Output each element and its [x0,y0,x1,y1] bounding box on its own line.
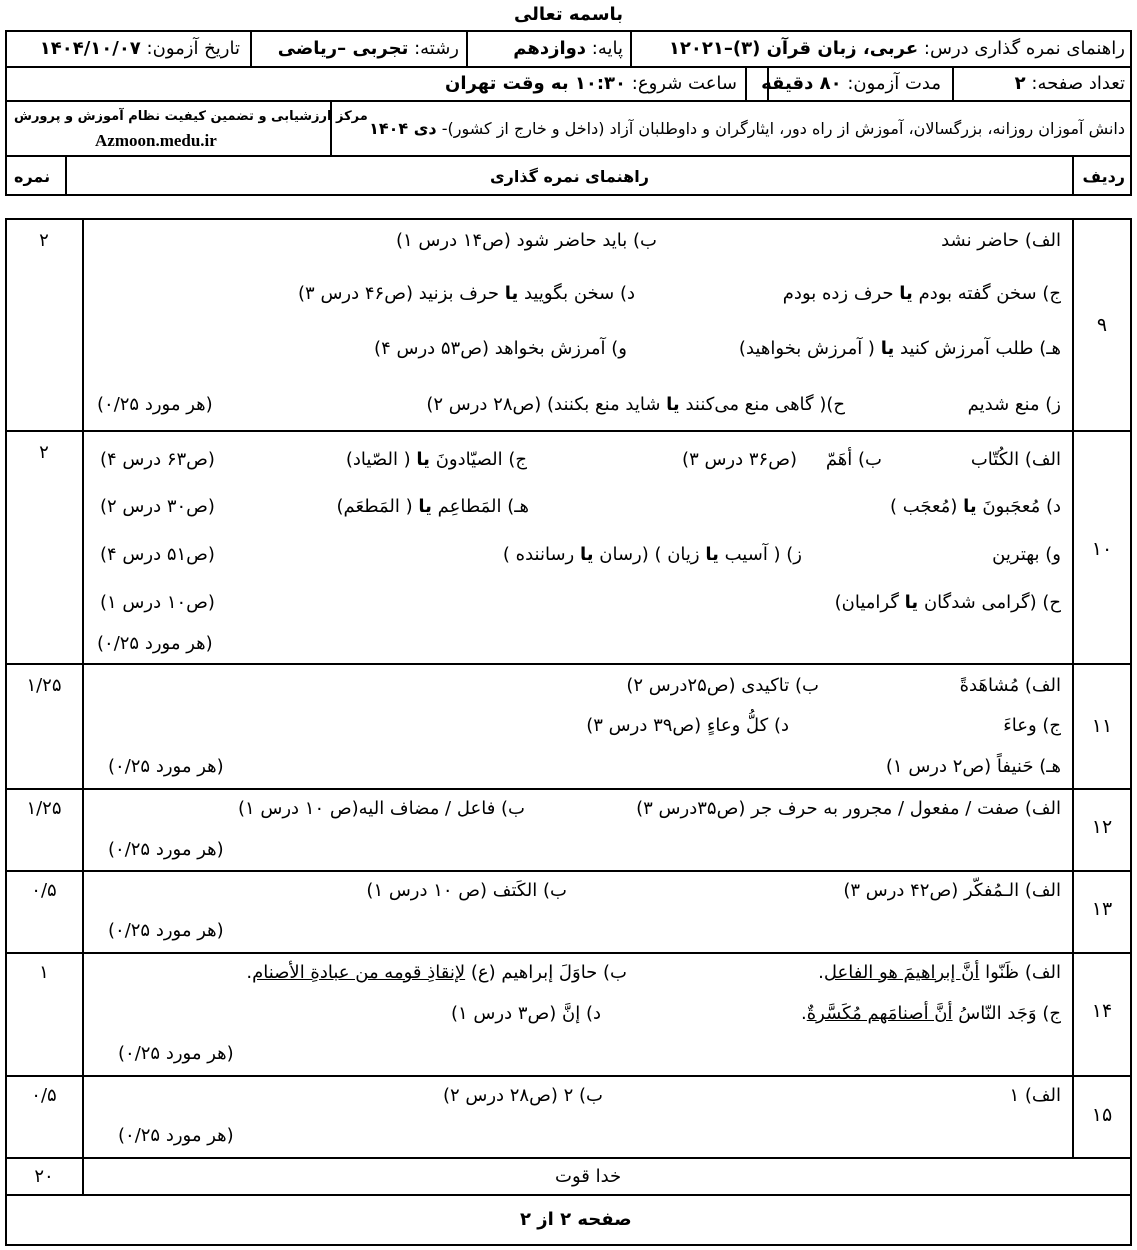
answer-a-text: الف) ظَنّوا [985,962,1061,983]
answer-e-text: هـ) طلب آمرزش کنید [899,338,1061,359]
divider [5,663,1132,665]
answer-b: ب) تاکیدی (ص۲۵درس ۲) [626,675,819,696]
answer-f: و) آمرزش بخواهد (ص۵۳ درس ۴) [374,338,627,359]
field-value: تجربی –ریاضی [277,38,409,59]
answer-c-alt: ( الصّیاد) [345,449,411,470]
field-label: رشته: [414,38,459,59]
answer-d-text: د) مُعجَبونَ [982,496,1061,517]
or-word: یا [705,544,719,565]
answer-e-alt: ( آمرزش بخواهید) [738,338,875,359]
answer-c-alt: حرف زده بودم [782,283,894,304]
each-item-note: (هر مورد ۰/۲۵) [108,920,224,941]
or-word: یا [504,283,519,304]
divider [630,30,632,66]
grade-label: پایه: [591,38,623,59]
grade-field [513,38,623,60]
divider [952,66,954,100]
answer-e-text: هـ) المَطاعِم [437,496,529,517]
answer-c-underlined: أنَّ أصنامَهم مُکَسَّرةٌ [806,1003,953,1024]
answer-g-text: ز) ( آسیب [724,544,802,565]
answer-c: ج) وعاءَ [1003,715,1061,736]
answer-a: الف) صفت / مفعول / مجرور به حرف جر (ص۳۵درس ۳) [636,798,1061,819]
divider [5,1075,1132,1077]
duration-value: ۸۰ دقیقه [761,73,842,94]
each-item-note: (هر مورد ۰/۲۵) [108,839,224,860]
answer-b-underlined: لإنقاذِ قومه من عبادةِ الأصنام [252,962,466,983]
org-site: Azmoon.medu.ir [95,131,217,150]
pages-field [1015,73,1125,95]
answer-d [298,283,635,305]
pages-label: تعداد صفحه: [1031,73,1125,94]
question-number: ۱۱ [1091,715,1113,737]
divider [5,66,1132,68]
question-score: ۱/۲۵ [26,798,62,819]
answer-b: ب) أهَمّ [825,449,882,470]
each-item-note: (هر مورد ۰/۲۵) [108,756,224,777]
each-item-note: (هر مورد ۰/۲۵) [118,1043,234,1064]
start-field [445,73,737,95]
or-word: یا [666,394,680,415]
subject-field [669,38,1125,60]
answer-g [503,544,802,566]
answer-g: ز) منع شدیم [967,394,1061,415]
answer-h [835,592,1061,614]
subject-value: عربی، زبان قرآن (۳)–۱۲۰۲۱ [668,38,919,59]
grade-value: دوازدهم [513,38,587,59]
divider [5,430,1132,432]
answer-a: الف) الکُتّاب [970,449,1061,470]
answer-d [890,496,1061,518]
answer-d-alt: حرف بزنید (ص۴۶ درس ۳) [298,283,499,304]
answer-d: د) کلُّ وعاءٍ (ص۳۹ درس ۳) [586,715,789,736]
answer-d-text: د) سخن بگویید [523,283,635,304]
date-field [40,38,240,60]
answer-a: الف) حاضر نشد [941,230,1061,251]
answer-c: ج) وَجَد النّاسُ أنَّ أصنامَهم مُکَسَّرةٌ. [801,1003,1061,1024]
divider [5,870,1132,872]
or-word: یا [418,496,432,517]
answer-c-text: ج) وَجَد النّاسُ [958,1003,1061,1024]
divider [5,100,1132,102]
org-name: مرکز ارزشیابی و تضمین کیفیت نظام آموزش و پرورش [14,109,368,124]
answer-g-alt2: رساننده ) [502,544,575,565]
answer-f: و) بهترین [992,544,1061,565]
divider [745,66,747,100]
answer-g-alt: زیان ) (رسان [599,544,700,565]
audience-field [369,118,1125,140]
question-score: ۰/۵ [31,1085,57,1106]
divider [5,952,1132,954]
start-label: ساعت شروع: [631,73,737,94]
answer-e: هـ) حَنیفاً (ص۲ درس ۱) [885,756,1061,777]
divider [466,30,468,66]
answer-b: ب) الکَتف (ص ۱۰ درس ۱) [366,880,567,901]
or-word: یا [904,592,919,613]
answer-a: الف) ۱ [1009,1085,1061,1106]
or-word: یا [579,544,594,565]
answer-b-text: ب) حاوَلَ إبراهیم (ع) [470,962,627,983]
answer-h [426,394,845,416]
page-title: باسمه تعالی [513,4,624,25]
answer-d: د) إنَّ (ص۳ درس ۱) [451,1003,601,1024]
answer-c-text: ج) سخن گفته بودم [918,283,1061,304]
answer-h-text: ح) (گرامی شدگان [923,592,1061,613]
or-word: یا [899,283,913,304]
answer-e [739,338,1061,360]
question-score: ۰/۵ [31,880,57,901]
col-guide-header: راهنمای نمره گذاری [490,167,649,186]
divider [5,788,1132,790]
divider [5,155,1132,157]
question-number: ۹ [1096,314,1108,336]
divider [5,1157,1132,1159]
answer-e-alt: ( المَطعَم) [336,496,413,517]
field-field [278,38,459,60]
date-label: تاریخ آزمون: [146,38,240,59]
audience-text: دانش آموزان روزانه، بزرگسالان، آموزش از راه دور، ایثارگران و داوطلبان آزاد (داخل و خارج از کشور)- [441,119,1125,138]
col-row-header: ردیف [1082,167,1125,186]
col-score-header: نمره [14,167,51,186]
answer-c-text: ج) الصیّادونَ [435,449,527,470]
answer-e-ref: (ص۳۰ درس ۲) [100,496,215,517]
question-number: ۱۰ [1091,538,1113,560]
question-score: ۲ [39,230,49,251]
answer-c-ref: (ص۶۳ درس ۴) [100,449,215,470]
answer-g-ref: (ص۵۱ درس ۴) [100,544,215,565]
pages-value: ۲ [1014,73,1026,94]
answer-b: ب) باید حاضر شود (ص۱۴ درس ۱) [396,230,657,251]
exam-month: دی ۱۴۰۴ [369,119,437,138]
question-number: ۱۳ [1091,898,1113,920]
answer-e [337,496,529,518]
or-word: یا [963,496,977,517]
question-score: ۱ [39,962,49,983]
question-number: ۱۵ [1091,1104,1113,1126]
answer-a: الف) ظَنّوا أنَّ إبراهیمَ هو الفاعل. [818,962,1061,983]
answer-b: ب) ۲ (ص۲۸ درس ۲) [442,1085,603,1106]
divider [5,1194,1132,1196]
divider [250,30,252,66]
answer-h-alt: شاید منع بکنند) (ص۲۸ درس ۲) [426,394,661,415]
subject-label: راهنمای نمره گذاری درس: [923,38,1125,59]
answer-h-ref: (ص۱۰ درس ۱) [100,592,215,613]
answer-h-text: ح)( گاهی منع می‌کنند [685,394,845,415]
answer-c [783,283,1061,305]
answer-b: ب) حاوَلَ إبراهیم (ع) لإنقاذِ قومه من عبادةِ الأصنام. [246,962,627,983]
divider [1072,155,1074,195]
total-score: ۲۰ [34,1166,54,1187]
or-word: یا [880,338,895,359]
each-item-note: (هر مورد ۰/۲۵) [118,1125,234,1146]
page-number: صفحه ۲ از ۲ [520,1209,632,1230]
each-item-note: (هر مورد ۰/۲۵) [97,633,213,654]
answer-h-alt: گرامیان) [834,592,899,613]
duration-field [761,73,941,95]
start-value: ۱۰:۳۰ به وقت تهران [445,73,627,94]
question-score: ۱/۲۵ [26,675,62,696]
divider [82,218,84,1194]
question-score: ۲ [39,442,49,463]
answer-b-ref: (ص۳۶ درس ۳) [682,449,797,470]
answer-a-underlined: أنَّ إبراهیمَ هو الفاعل [823,962,980,983]
answer-a: الف) الـمُفکّر (ص۴۲ درس ۳) [843,880,1061,901]
closing-text: خدا قوت [555,1166,622,1187]
each-item-note: (هر مورد ۰/۲۵) [97,394,213,415]
answer-a: الف) مُشاهَدةً [959,675,1061,696]
answer-d-alt: (مُعجَب ) [889,496,958,517]
question-number: ۱۴ [1091,1000,1113,1022]
answer-b: ب) فاعل / مضاف الیه(ص ۱۰ درس ۱) [237,798,525,819]
duration-label: مدت آزمون: [847,73,941,94]
or-word: یا [416,449,430,470]
question-number: ۱۲ [1091,816,1113,838]
date-value: ۱۴۰۴/۱۰/۰۷ [39,38,141,59]
answer-c [346,449,527,471]
divider [65,155,67,195]
